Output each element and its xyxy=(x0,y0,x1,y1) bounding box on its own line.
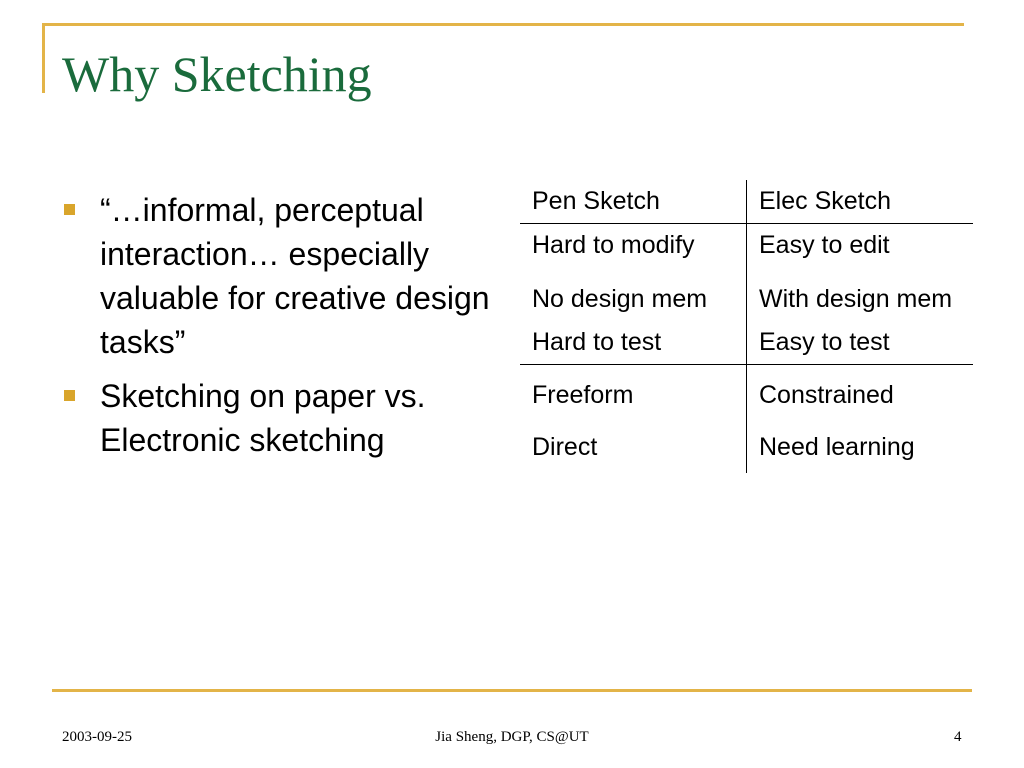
table-header-row xyxy=(520,180,973,224)
bottom-border-line xyxy=(52,689,972,692)
bullet-item xyxy=(62,188,502,364)
table-row xyxy=(520,224,973,268)
bullet-list xyxy=(62,188,502,472)
table-row xyxy=(520,365,973,418)
table-cell: Hard to test xyxy=(520,321,747,365)
table-row xyxy=(520,267,973,321)
table-cell: Constrained xyxy=(759,381,894,409)
bullet-text: Sketching on paper vs. Electronic sketching xyxy=(100,378,426,458)
bullet-item xyxy=(62,374,502,462)
table-cell: Hard to modify xyxy=(520,224,747,268)
table-cell: Easy to test xyxy=(747,321,974,365)
table-row xyxy=(520,417,973,473)
comparison-table xyxy=(520,180,973,473)
left-border-line xyxy=(42,23,45,93)
table-cell: Easy to edit xyxy=(759,231,890,259)
bullet-text: “…informal, perceptual interaction… especially valuable for creative design tasks” xyxy=(100,192,490,360)
table-cell: Direct xyxy=(520,417,747,473)
table-row xyxy=(520,321,973,365)
table-cell: Freeform xyxy=(520,365,747,418)
slide-title: Why Sketching xyxy=(62,46,372,102)
table-cell: With design mem xyxy=(759,285,953,313)
table-header-cell: Elec Sketch xyxy=(747,180,974,224)
table-cell: Need learning xyxy=(759,433,915,461)
footer-date: 2003-09-25 xyxy=(62,729,132,745)
page-number: 4 xyxy=(954,729,962,745)
footer-author: Jia Sheng, DGP, CS@UT xyxy=(435,729,589,745)
table-header-cell: Pen Sketch xyxy=(520,180,747,224)
square-bullet-icon xyxy=(64,390,75,401)
top-border-line xyxy=(42,23,964,26)
table-cell: No design mem xyxy=(520,267,747,321)
square-bullet-icon xyxy=(64,204,75,215)
